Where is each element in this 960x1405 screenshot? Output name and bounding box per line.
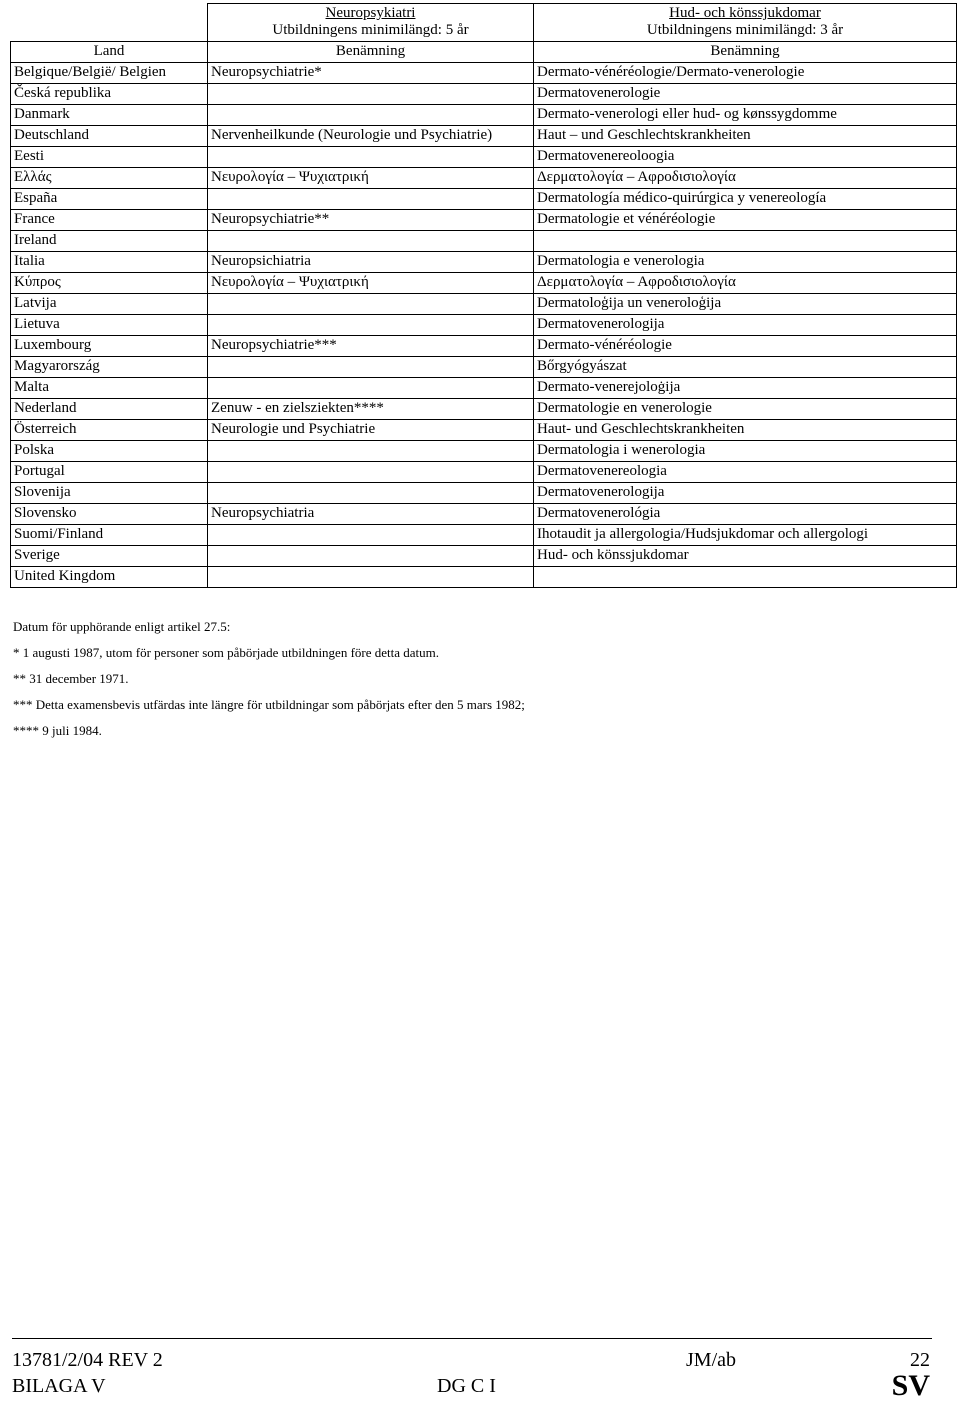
neuro-benamning-label: Benämning xyxy=(208,42,534,63)
table-row xyxy=(11,126,957,147)
cell-neuro xyxy=(208,483,534,504)
neuro-title: Neuropsykiatri xyxy=(325,5,416,21)
cell-land: Deutschland xyxy=(11,126,208,147)
cell-derm: Dermatología médico-quirúrgica y venereología xyxy=(534,189,957,210)
cell-neuro xyxy=(208,84,534,105)
table-row xyxy=(11,294,957,315)
cell-land: Κύπρος xyxy=(11,273,208,294)
cell-derm: Dermatovenerologija xyxy=(534,315,957,336)
table-row xyxy=(11,189,957,210)
cell-land: Danmark xyxy=(11,105,208,126)
cell-land: Nederland xyxy=(11,399,208,420)
cell-derm: Dermato-venerologi eller hud- og kønssygdomme xyxy=(534,105,957,126)
table-row xyxy=(11,168,957,189)
cell-land: Ελλάς xyxy=(11,168,208,189)
cell-neuro: Neuropsychiatria xyxy=(208,504,534,525)
cell-derm: Dermatologie et vénéréologie xyxy=(534,210,957,231)
table-row xyxy=(11,399,957,420)
cell-land: Italia xyxy=(11,252,208,273)
cell-neuro xyxy=(208,105,534,126)
table-row xyxy=(11,273,957,294)
cell-derm: Δερματολογία – Αφροδισιολογία xyxy=(534,273,957,294)
cell-land: Eesti xyxy=(11,147,208,168)
table-row xyxy=(11,546,957,567)
cell-derm: Dermatovenereoloogia xyxy=(534,147,957,168)
cell-derm: Dermatologia i wenerologia xyxy=(534,441,957,462)
cell-land: Österreich xyxy=(11,420,208,441)
cell-land: Belgique/België/ Belgien xyxy=(11,63,208,84)
footnote-4: **** 9 juli 1984. xyxy=(13,723,102,738)
footnotes xyxy=(13,620,525,750)
cell-neuro: Neuropsychiatrie*** xyxy=(208,336,534,357)
table-row xyxy=(11,567,957,588)
cell-neuro: Neuropsychiatrie* xyxy=(208,63,534,84)
footer-row-1 xyxy=(12,1339,932,1371)
cell-land: Malta xyxy=(11,378,208,399)
table-row xyxy=(11,84,957,105)
cell-land: Slovensko xyxy=(11,504,208,525)
page-number: 22 xyxy=(910,1349,930,1371)
specialty-table xyxy=(10,3,957,588)
land-label: Land xyxy=(11,42,208,63)
footnote-2: ** 31 december 1971. xyxy=(13,671,129,686)
cell-derm: Haut- und Geschlechtskrankheiten xyxy=(534,420,957,441)
footnote-1: * 1 augusti 1987, utom för personer som påbörjade utbildningen före detta datum. xyxy=(13,645,440,660)
table-row xyxy=(11,210,957,231)
cell-derm: Dermatovenerologija xyxy=(534,483,957,504)
derm-duration: Utbildningens minimilängd: 3 år xyxy=(646,22,844,38)
cell-derm: Dermatovenerológia xyxy=(534,504,957,525)
cell-derm: Dermato-vénéréologie xyxy=(534,336,957,357)
footer-row-2 xyxy=(12,1371,932,1403)
cell-derm: Dermato-vénéréologie/Dermato-venerologie xyxy=(534,63,957,84)
table-row xyxy=(11,357,957,378)
table-row xyxy=(11,336,957,357)
cell-derm: Dermatologia e venerologia xyxy=(534,252,957,273)
language-code: SV xyxy=(891,1369,930,1402)
cell-derm: Bőrgyógyászat xyxy=(534,357,957,378)
table-row xyxy=(11,420,957,441)
empty-corner-cell xyxy=(11,4,208,42)
table-row xyxy=(11,105,957,126)
derm-header-cell xyxy=(534,4,957,42)
dg-label: DG C I xyxy=(437,1375,496,1397)
table-row xyxy=(11,525,957,546)
cell-neuro: Nervenheilkunde (Neurologie und Psychiatrie) xyxy=(208,126,534,147)
neuro-header-cell xyxy=(208,4,534,42)
cell-neuro: Neuropsychiatrie** xyxy=(208,210,534,231)
cell-land: France xyxy=(11,210,208,231)
column-label-row xyxy=(11,42,957,63)
cell-derm: Haut – und Geschlechtskrankheiten xyxy=(534,126,957,147)
table-row xyxy=(11,147,957,168)
cell-neuro: Νευρολογία – Ψυχιατρική xyxy=(208,168,534,189)
cell-land: Sverige xyxy=(11,546,208,567)
table-row xyxy=(11,315,957,336)
cell-derm: Dermatologie en venerologie xyxy=(534,399,957,420)
cell-land: Lietuva xyxy=(11,315,208,336)
cell-neuro xyxy=(208,189,534,210)
cell-neuro: Neurologie und Psychiatrie xyxy=(208,420,534,441)
cell-land: Portugal xyxy=(11,462,208,483)
cell-neuro: Zenuw - en zielsziekten**** xyxy=(208,399,534,420)
cell-derm xyxy=(534,567,957,588)
cell-derm: Dermatovenerologie xyxy=(534,84,957,105)
cell-land: Ireland xyxy=(11,231,208,252)
table-row xyxy=(11,231,957,252)
cell-neuro xyxy=(208,147,534,168)
cell-land: Suomi/Finland xyxy=(11,525,208,546)
cell-land: Česká republika xyxy=(11,84,208,105)
cell-land: Slovenija xyxy=(11,483,208,504)
table-row xyxy=(11,378,957,399)
cell-land: Polska xyxy=(11,441,208,462)
doc-reference: 13781/2/04 REV 2 xyxy=(12,1349,163,1371)
table-row xyxy=(11,462,957,483)
table-row xyxy=(11,504,957,525)
page-footer xyxy=(12,1338,932,1403)
cell-neuro xyxy=(208,525,534,546)
table-row xyxy=(11,441,957,462)
cell-neuro: Neuropsichiatria xyxy=(208,252,534,273)
annex-label: BILAGA V xyxy=(12,1375,106,1397)
cell-neuro xyxy=(208,315,534,336)
cell-neuro xyxy=(208,441,534,462)
table-header-row xyxy=(11,4,957,42)
footnote-3: *** Detta examensbevis utfärdas inte längre för utbildningar som påbörjats efter den 5 mars 1982; xyxy=(13,697,525,712)
cell-neuro xyxy=(208,567,534,588)
cell-neuro xyxy=(208,546,534,567)
cell-neuro xyxy=(208,378,534,399)
table-row xyxy=(11,63,957,84)
cell-neuro: Νευρολογία – Ψυχιατρική xyxy=(208,273,534,294)
footnote-heading: Datum för upphörande enligt artikel 27.5: xyxy=(13,619,231,634)
cell-neuro xyxy=(208,357,534,378)
cell-neuro xyxy=(208,231,534,252)
cell-land: España xyxy=(11,189,208,210)
cell-derm: Dermatoloģija un veneroloģija xyxy=(534,294,957,315)
table-row xyxy=(11,252,957,273)
cell-land: United Kingdom xyxy=(11,567,208,588)
cell-land: Luxembourg xyxy=(11,336,208,357)
neuro-duration: Utbildningens minimilängd: 5 år xyxy=(272,22,469,38)
cell-land: Latvija xyxy=(11,294,208,315)
derm-benamning-label: Benämning xyxy=(534,42,957,63)
cell-derm: Hud- och könssjukdomar xyxy=(534,546,957,567)
cell-derm: Ihotaudit ja allergologia/Hudsjukdomar och allergologi xyxy=(534,525,957,546)
cell-derm: Dermatovenereologia xyxy=(534,462,957,483)
cell-derm: Δερματολογία – Αφροδισιολογία xyxy=(534,168,957,189)
cell-neuro xyxy=(208,294,534,315)
cell-derm: Dermato-venerejoloġija xyxy=(534,378,957,399)
table-row xyxy=(11,483,957,504)
derm-title: Hud- och könssjukdomar xyxy=(669,5,821,21)
cell-derm xyxy=(534,231,957,252)
author-initials: JM/ab xyxy=(686,1349,736,1371)
cell-neuro xyxy=(208,462,534,483)
cell-land: Magyarország xyxy=(11,357,208,378)
